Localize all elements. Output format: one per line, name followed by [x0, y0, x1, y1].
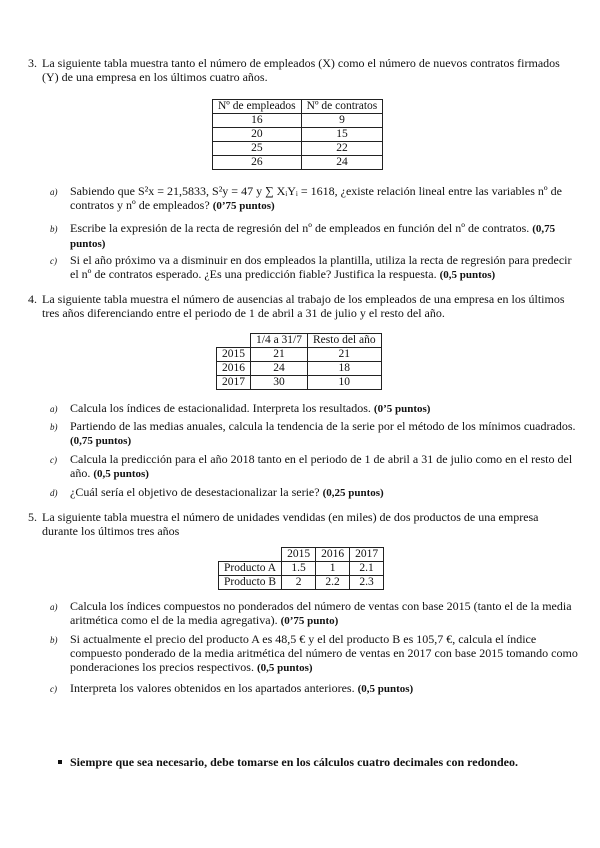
bullet-icon: [58, 760, 62, 764]
table-cell: 30: [251, 376, 308, 390]
table-cell: 18: [308, 362, 382, 376]
table-header-row: [217, 334, 382, 348]
table-cell: 24: [301, 156, 383, 170]
table-cell: 2.2: [316, 576, 350, 590]
item-points: (0,5 puntos): [357, 683, 414, 695]
item-text: Si actualmente el precio del producto A es 48,5 € y el del producto B es 105,7 €, calcula el índice compuesto ponderado de la media aritmética del número de ventas en 2017 con base 2015 tomando como ponderaciones los precios respectivos.: [70, 632, 578, 674]
table-row: [219, 576, 384, 590]
table-row: [213, 142, 383, 156]
table-cell: 24: [251, 362, 308, 376]
table-row-header: Producto A: [219, 562, 282, 576]
table-cell: 10: [308, 376, 382, 390]
question-text: La siguiente tabla muestra tanto el número de empleados (X) como el número de nuevos contratos firmados (Y) de una empresa en los últimos cuatro años.: [42, 56, 560, 84]
table-header: 2015: [282, 548, 316, 562]
table-row-header: 2017: [217, 376, 251, 390]
question-text: La siguiente tabla muestra el número de unidades vendidas (en miles) de dos productos de una empresa durante los últimos tres años: [42, 510, 539, 538]
question-text: La siguiente tabla muestra el número de ausencias al trabajo de los empleados de una empresa en los últimos tres años diferenciando entre el periodo de 1 de abril a 31 de julio y el resto del año.: [42, 292, 565, 320]
table-header-row: [213, 100, 383, 114]
table-header: 2017: [350, 548, 384, 562]
table-header: Nº de contratos: [301, 100, 383, 114]
item-label: a): [50, 187, 58, 197]
table-cell: 1: [316, 562, 350, 576]
table-cell: 16: [213, 114, 302, 128]
table-cell: 2.1: [350, 562, 384, 576]
item-points: (0’75 punto): [280, 615, 339, 627]
item-text: Sabiendo que S²x = 21,5833, S²y = 47 y ∑ XᵢYᵢ = 1618, ¿existe relación lineal entre las variables nº de contratos y nº de empleados?: [70, 184, 562, 212]
table-cell: 26: [213, 156, 302, 170]
table-header: Resto del año: [308, 334, 382, 348]
q4-item-c: [50, 452, 580, 481]
table-cell: 1.5: [282, 562, 316, 576]
table-row: [217, 376, 382, 390]
table-header: 2016: [316, 548, 350, 562]
table-cell: 21: [251, 348, 308, 362]
item-label: c): [50, 455, 57, 465]
item-label: a): [50, 602, 58, 612]
item-label: b): [50, 422, 58, 432]
table-corner: [219, 548, 282, 562]
item-points: (0,5 puntos): [93, 468, 149, 480]
question-number: 4.: [28, 292, 37, 306]
table-header: 1/4 a 31/7: [251, 334, 308, 348]
q4-item-a: [50, 401, 580, 416]
q5-table: [218, 547, 384, 590]
table-header: Nº de empleados: [213, 100, 302, 114]
q5-item-c: [50, 681, 580, 696]
item-text: Calcula los índices de estacionalidad. Interpreta los resultados.: [70, 401, 371, 415]
q3-item-a: [50, 184, 580, 213]
table-row-header: 2015: [217, 348, 251, 362]
q4-table: [216, 333, 382, 390]
question-3: [28, 56, 576, 84]
table-corner: [217, 334, 251, 348]
item-points: (0,25 puntos): [322, 487, 384, 499]
table-cell: 2.3: [350, 576, 384, 590]
table-cell: 21: [308, 348, 382, 362]
table-row: [213, 114, 383, 128]
item-points: (0,75 puntos): [70, 435, 132, 447]
item-label: c): [50, 256, 57, 266]
table-row: [213, 156, 383, 170]
table-row: [217, 348, 382, 362]
q4-item-d: [50, 485, 580, 500]
item-points: (0,5 puntos): [256, 662, 313, 674]
question-5: [28, 510, 576, 538]
table-row-header: 2016: [217, 362, 251, 376]
q3-item-c: [50, 253, 580, 282]
item-text: Calcula los índices compuestos no ponderados del número de ventas con base 2015 (tanto el de la media aritmética como el de la media agregativa).: [70, 599, 572, 627]
q4-item-b: [50, 419, 580, 448]
table-row-header: Producto B: [219, 576, 282, 590]
note-text: Siempre que sea necesario, debe tomarse en los cálculos cuatro decimales con redondeo.: [70, 755, 518, 769]
table-cell: 22: [301, 142, 383, 156]
table-cell: 25: [213, 142, 302, 156]
item-label: d): [50, 488, 58, 498]
table-cell: 2: [282, 576, 316, 590]
item-points: (0,5 puntos): [439, 269, 496, 281]
item-text: Si el año próximo va a disminuir en dos empleados la plantilla, utiliza la recta de regresión para predecir el nº de contratos esperado. ¿Es una predicción fiable? Justifica la respuesta.: [70, 253, 572, 281]
item-points: (0’75 puntos): [212, 200, 275, 212]
table-row: [213, 128, 383, 142]
rounding-note: [58, 755, 538, 769]
item-text: Escribe la expresión de la recta de regresión del nº de empleados en función del nº de contratos.: [70, 221, 530, 235]
table-cell: 20: [213, 128, 302, 142]
table-row: [217, 362, 382, 376]
item-label: c): [50, 684, 57, 694]
q3-table: [212, 99, 383, 170]
q5-item-a: [50, 599, 580, 628]
question-number: 5.: [28, 510, 37, 524]
table-row: [219, 562, 384, 576]
table-header-row: [219, 548, 384, 562]
item-label: b): [50, 224, 58, 234]
item-text: ¿Cuál sería el objetivo de desestacionalizar la serie?: [70, 485, 320, 499]
question-number: 3.: [28, 56, 37, 70]
item-points: (0,75 puntos): [70, 223, 556, 250]
q3-item-b: [50, 221, 580, 251]
table-cell: 15: [301, 128, 383, 142]
item-text: Interpreta los valores obtenidos en los apartados anteriores.: [70, 681, 355, 695]
item-label: b): [50, 635, 58, 645]
item-label: a): [50, 404, 58, 414]
item-points: (0’5 puntos): [373, 403, 431, 415]
item-text: Partiendo de las medias anuales, calcula la tendencia de la serie por el método de los mínimos cuadrados.: [70, 419, 576, 433]
question-4: [28, 292, 576, 320]
table-cell: 9: [301, 114, 383, 128]
q5-item-b: [50, 632, 580, 675]
item-text: Calcula la predicción para el año 2018 tanto en el periodo de 1 de abril a 31 de julio como en el resto del año.: [70, 452, 573, 480]
